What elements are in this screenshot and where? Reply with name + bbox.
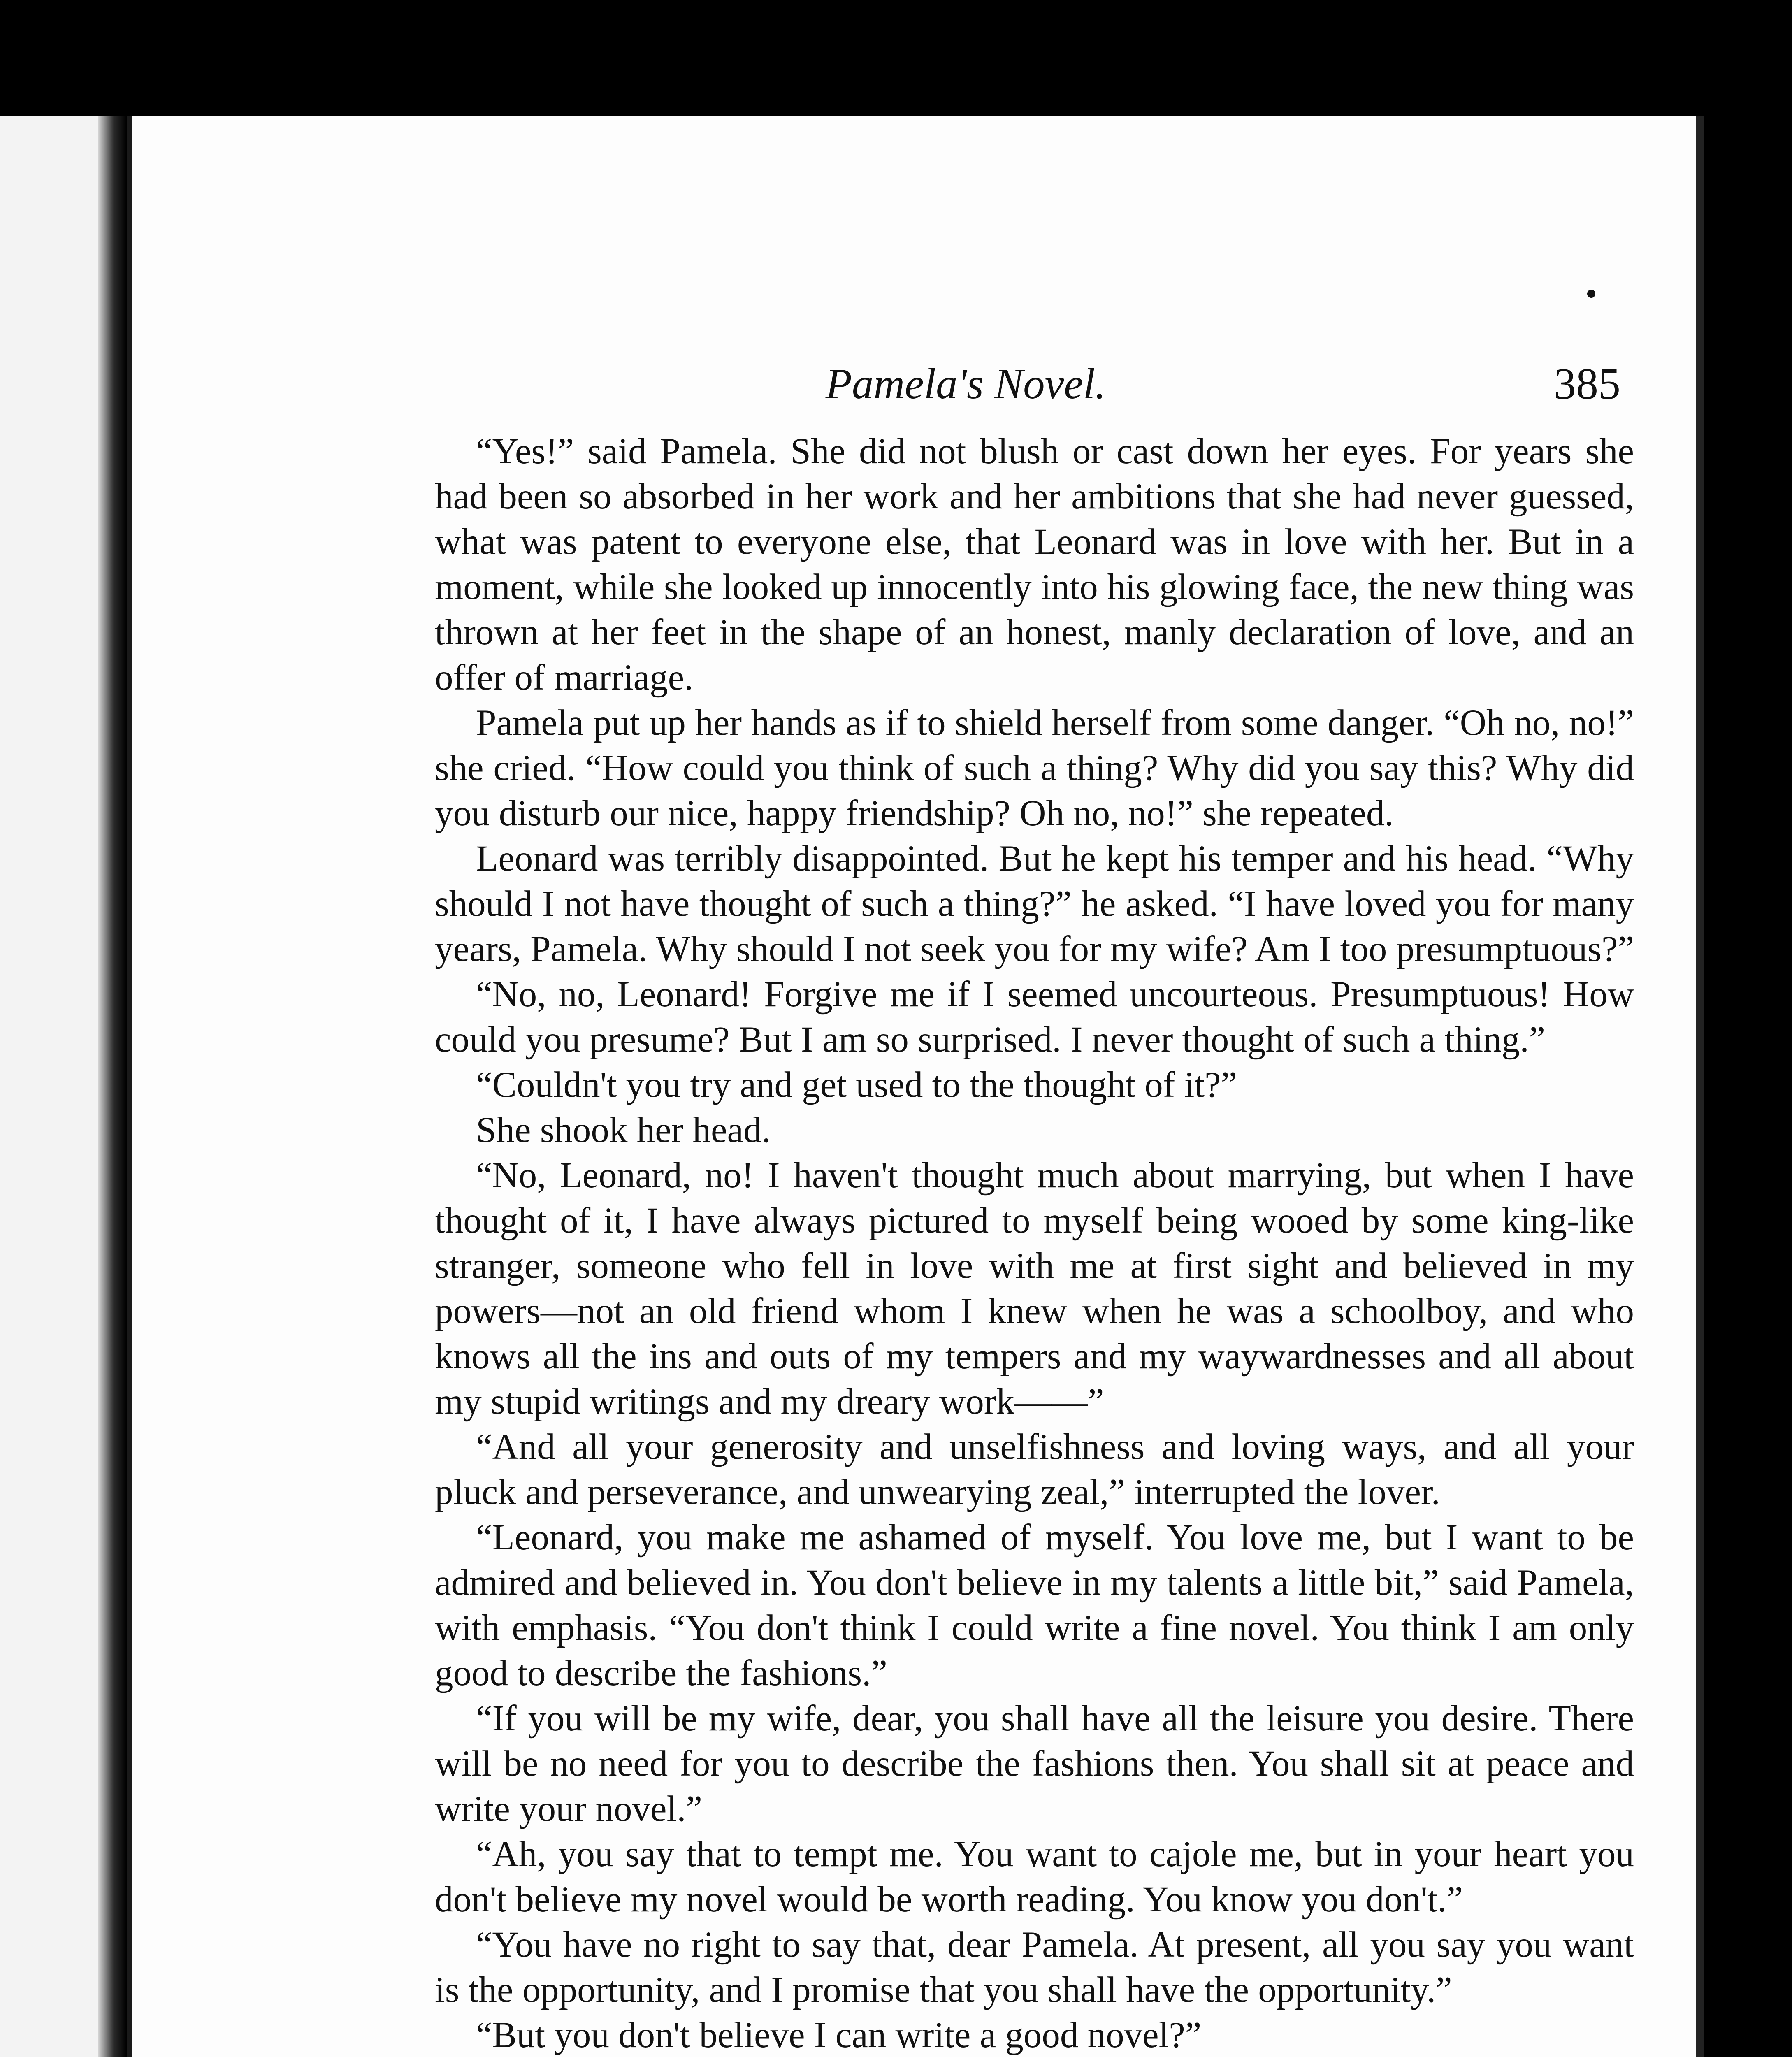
- paragraph: “You have no right to say that, dear Pamela. At present, all you say you want is the opportunity, and I promise that you shall have the opportunity.”: [435, 1925, 1634, 2010]
- paragraph: “If you will be my wife, dear, you shall have all the leisure you desire. There will be no need for you to describe the fashions then. You shall sit at peace and write your novel.”: [435, 1698, 1634, 1829]
- page-right-edge: [1696, 116, 1704, 2057]
- paragraph: “Yes!” said Pamela. She did not blush or cast down her eyes. For years she had been so absorbed in her work and her ambitions that she had never guessed, what was patent to everyone else, that Leonard was in love with her. But in a moment, while she looked up innocently into his glowing face, the new thing was thrown at her feet in the shape of an honest, manly declaration of love, and an offer of marriage.: [435, 431, 1634, 698]
- page-header: [132, 359, 1696, 425]
- paragraph: Pamela put up her hands as if to shield herself from some danger. “Oh no, no!” she cried. “How could you think of such a thing? Why did you say this? Why did you disturb our nice, happy friendship? Oh no, no!” she repeated.: [435, 703, 1634, 833]
- paragraph: “No, no, Leonard! Forgive me if I seemed uncourteous. Presumptuous! How could you presume? But I am so surprised. I never thought of such a thing.”: [435, 974, 1634, 1060]
- page-number: 385: [1554, 360, 1620, 409]
- running-title: Pamela's Novel.: [825, 360, 1106, 408]
- paragraph: “Ah, you say that to tempt me. You want to cajole me, but in your heart you don't believe my novel would be worth reading. You know you don't.”: [435, 1834, 1634, 1920]
- book-page: [127, 116, 1696, 2057]
- paragraph: “But you don't believe I can write a good novel?”: [476, 2015, 1202, 2055]
- body-text: [435, 429, 1634, 2057]
- paragraph: She shook her head.: [476, 1110, 771, 1150]
- paragraph: Leonard was terribly disappointed. But he kept his temper and his head. “Why should I not have thought of such a thing?” he asked. “I have loved you for many years, Pamela. Why should I not seek you for my wife? Am I too presumptuous?”: [435, 838, 1634, 969]
- paragraph: “Couldn't you try and get used to the thought of it?”: [476, 1065, 1237, 1105]
- paragraph: “And all your generosity and unselfishness and loving ways, and all your pluck and perseverance, and unwearying zeal,” interrupted the lover.: [435, 1427, 1634, 1512]
- paragraph: “Leonard, you make me ashamed of myself. You love me, but I want to be admired and believed in. You don't believe in my talents a little bit,” said Pamela, with emphasis. “You don't think I could write a fine novel. You think I am only good to describe the fashions.”: [435, 1517, 1634, 1693]
- paragraph: “No, Leonard, no! I haven't thought much about marrying, but when I have thought of it, I have always pictured to myself being wooed by some king-like stranger, someone who fell in love with me at first sight and believed in my powers—not an old friend whom I knew when he was a schoolboy, and who knows all the ins and outs of my tempers and my waywardnesses and all about my stupid writings and my dreary work——”: [435, 1155, 1634, 1422]
- ink-speck: [1587, 290, 1595, 298]
- previous-page-edge: [0, 116, 98, 2057]
- gutter-shadow: [98, 116, 127, 2057]
